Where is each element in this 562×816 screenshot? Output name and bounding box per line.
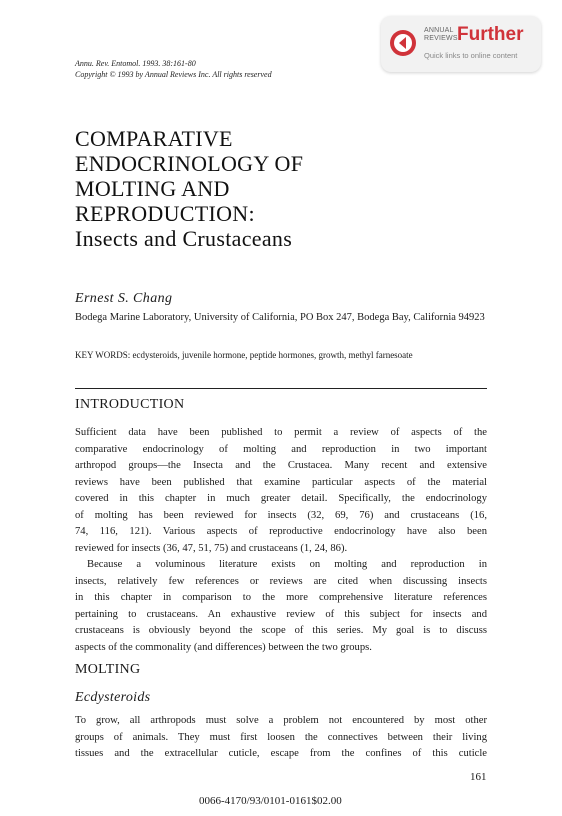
badge-tagline: Quick links to online content bbox=[424, 51, 518, 60]
page-number: 161 bbox=[470, 771, 487, 783]
molting-paragraph-1 bbox=[75, 713, 487, 763]
text-line: insects, relatively few references or reviews are cited when discussing insects bbox=[75, 575, 487, 587]
badge-further-label: Further bbox=[457, 24, 524, 45]
article-subtitle: Insects and Crustaceans bbox=[75, 226, 293, 251]
arrow-left-circle-icon bbox=[389, 29, 417, 57]
key-words: KEY WORDS: ecdysteroids, juvenile hormone, peptide hormones, growth, methyl farnesoate bbox=[75, 350, 413, 360]
text-line: To grow, all arthropods must solve a problem not encountered by most other bbox=[75, 715, 487, 726]
text-line: of molting has been reviewed for insects (32, 69, 76) and crustaceans (16, bbox=[75, 509, 487, 521]
title-line: COMPARATIVE bbox=[75, 126, 233, 151]
title-line: ENDOCRINOLOGY OF bbox=[75, 151, 304, 176]
text-line: Sufficient data have been published to permit a review of aspects of the bbox=[75, 427, 487, 438]
introduction-paragraph-2 bbox=[75, 557, 487, 656]
text-line: reviews have been published that examine particular aspects of the material bbox=[75, 476, 487, 488]
title-line: MOLTING AND bbox=[75, 176, 230, 201]
badge-annual-reviews-label: ANNUAL REVIEWS bbox=[424, 27, 458, 42]
article-title bbox=[75, 126, 303, 251]
text-line: arthropod groups—the Insecta and the Crustacea. Many recent and extensive bbox=[75, 460, 487, 471]
text-line: pertaining to crustaceans. An exhaustive review of this subject for insects and bbox=[75, 608, 487, 620]
text-line: groups of animals. They must first loosen the connectives between their living bbox=[75, 731, 487, 743]
author-name: Ernest S. Chang bbox=[75, 291, 173, 306]
molting-heading: MOLTING bbox=[75, 662, 141, 677]
text-line: 74, 116, 121). Various aspects of reproductive endocrinology have also been bbox=[75, 526, 487, 537]
text-line: tissues and the extracellular cuticle, escape from the confines of this cuticle bbox=[75, 748, 487, 759]
annual-reviews-further-badge[interactable] bbox=[381, 16, 541, 72]
title-line: REPRODUCTION: bbox=[75, 201, 255, 226]
copyright-line: Copyright © 1993 by Annual Reviews Inc. All rights reserved bbox=[75, 70, 272, 79]
introduction-heading: INTRODUCTION bbox=[75, 397, 185, 412]
section-divider bbox=[75, 388, 487, 389]
article-code: 0066-4170/93/0101-0161$02.00 bbox=[199, 795, 342, 807]
journal-citation bbox=[75, 58, 272, 80]
text-line: covered in this chapter in much greater detail. Specifically, the endocrinology bbox=[75, 493, 487, 504]
text-line: crustaceans is obviously beyond the scope of this series. My goal is to discuss bbox=[75, 625, 487, 636]
author-affiliation: Bodega Marine Laboratory, University of California, PO Box 247, Bodega Bay, California 94923 bbox=[75, 312, 485, 323]
text-line: in this chapter in comparison to the more comprehensive literature references bbox=[75, 592, 487, 603]
citation-line: Annu. Rev. Entomol. 1993. 38:161-80 bbox=[75, 59, 196, 68]
ecdysteroids-subheading: Ecdysteroids bbox=[75, 690, 151, 705]
introduction-paragraph-1 bbox=[75, 425, 487, 557]
text-line: comparative endocrinology of molting and reproduction in two important bbox=[75, 443, 487, 455]
text-line: Because a voluminous literature exists on molting and reproduction in bbox=[87, 559, 487, 570]
text-line: aspects of the commonality (and differences) between the two groups. bbox=[75, 641, 372, 653]
text-line: reviewed for insects (36, 47, 51, 75) and crustaceans (1, 24, 86). bbox=[75, 542, 348, 554]
